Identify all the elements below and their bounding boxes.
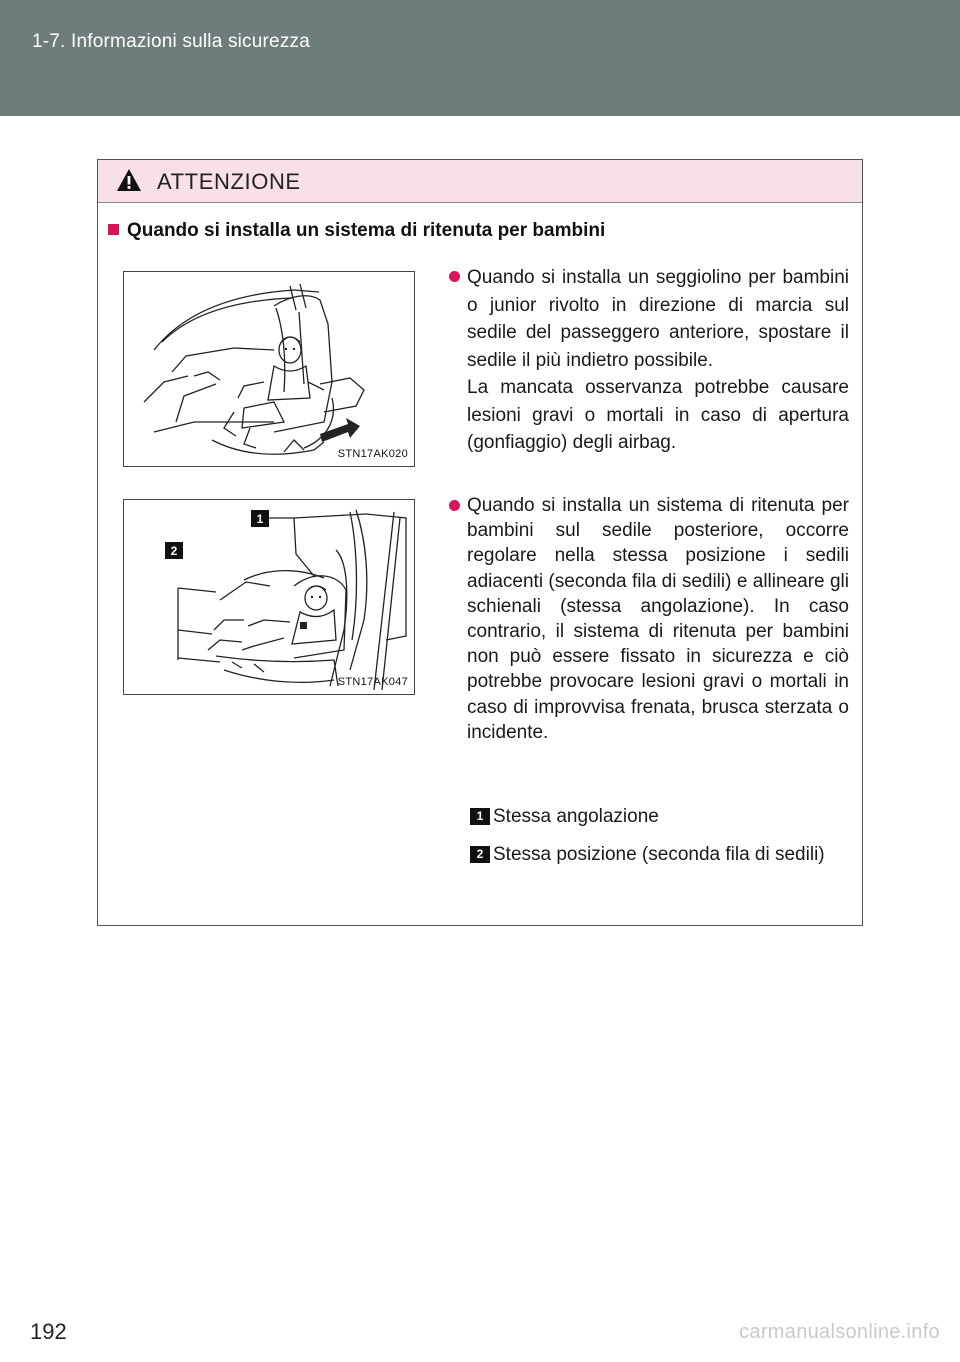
- figure-code: STN17AK047: [337, 676, 408, 688]
- bullet-paragraph: Quando si installa un seggiolino per bambini o junior rivolto in direzione di marcia sul sedile del passeggero anteriore, spostare il sedile il più indietro possibile.: [467, 267, 849, 371]
- bullet-paragraph: La mancata osservanza potrebbe causare lesioni gravi o mortali in caso di apertura (gonfiaggio) degli airbag.: [467, 377, 849, 453]
- watermark: carmanualsonline.info: [739, 1321, 940, 1343]
- bullet-text: [467, 493, 849, 745]
- section-title: 1-7. Informazioni sulla sicurezza: [32, 31, 310, 52]
- round-bullet-icon: [449, 271, 460, 282]
- page-number: 192: [30, 1319, 67, 1344]
- bullet-paragraph: Quando si installa un sistema di ritenuta per bambini sul sedile posteriore, occorre regolare nella stessa posizione i sedili adiacenti (seconda fila di sedili) e allineare gli schienali (stessa angolazione). In caso contrario, il sistema di ritenuta per bambini non può essere fissato in sicurezza e ciò potrebbe provocare lesioni gravi o mortali in caso di improvvisa frenata, brusca sterzata o incidente.: [467, 495, 849, 743]
- legend-item-same-position: [470, 841, 849, 868]
- callout-2-label: 2: [170, 544, 178, 558]
- figure-front-seat-child-restraint: [123, 271, 415, 467]
- section-header-band: [0, 0, 960, 116]
- figure-code: STN17AK020: [337, 448, 408, 460]
- round-bullet-icon: [449, 500, 460, 511]
- legend-text: Stessa angolazione: [493, 806, 659, 827]
- caution-title: ATTENZIONE: [157, 169, 301, 194]
- caution-subheading: [108, 220, 605, 242]
- legend-number-badge: 2: [470, 846, 490, 863]
- callout-2-marker: [165, 542, 183, 559]
- square-bullet-icon: [108, 224, 119, 235]
- bullet-text: [467, 264, 849, 457]
- caution-subheading-text: Quando si installa un sistema di ritenuta per bambini: [127, 220, 606, 241]
- legend-text: Stessa posizione (seconda fila di sedili): [493, 844, 825, 865]
- warning-triangle-icon: [116, 168, 142, 192]
- bullet-front-seat: [449, 264, 849, 457]
- rear-seat-illustration: [124, 500, 414, 694]
- callout-1-label: 1: [256, 512, 264, 526]
- caution-box: [97, 159, 863, 926]
- front-seat-illustration: [124, 272, 414, 466]
- legend-item-same-angle: [470, 803, 849, 830]
- legend-number-badge: 1: [470, 808, 490, 825]
- bullet-rear-seat: [449, 493, 849, 745]
- callout-1-marker: [251, 510, 269, 527]
- figure-rear-seat-child-restraint: [123, 499, 415, 695]
- caution-header: [98, 160, 862, 203]
